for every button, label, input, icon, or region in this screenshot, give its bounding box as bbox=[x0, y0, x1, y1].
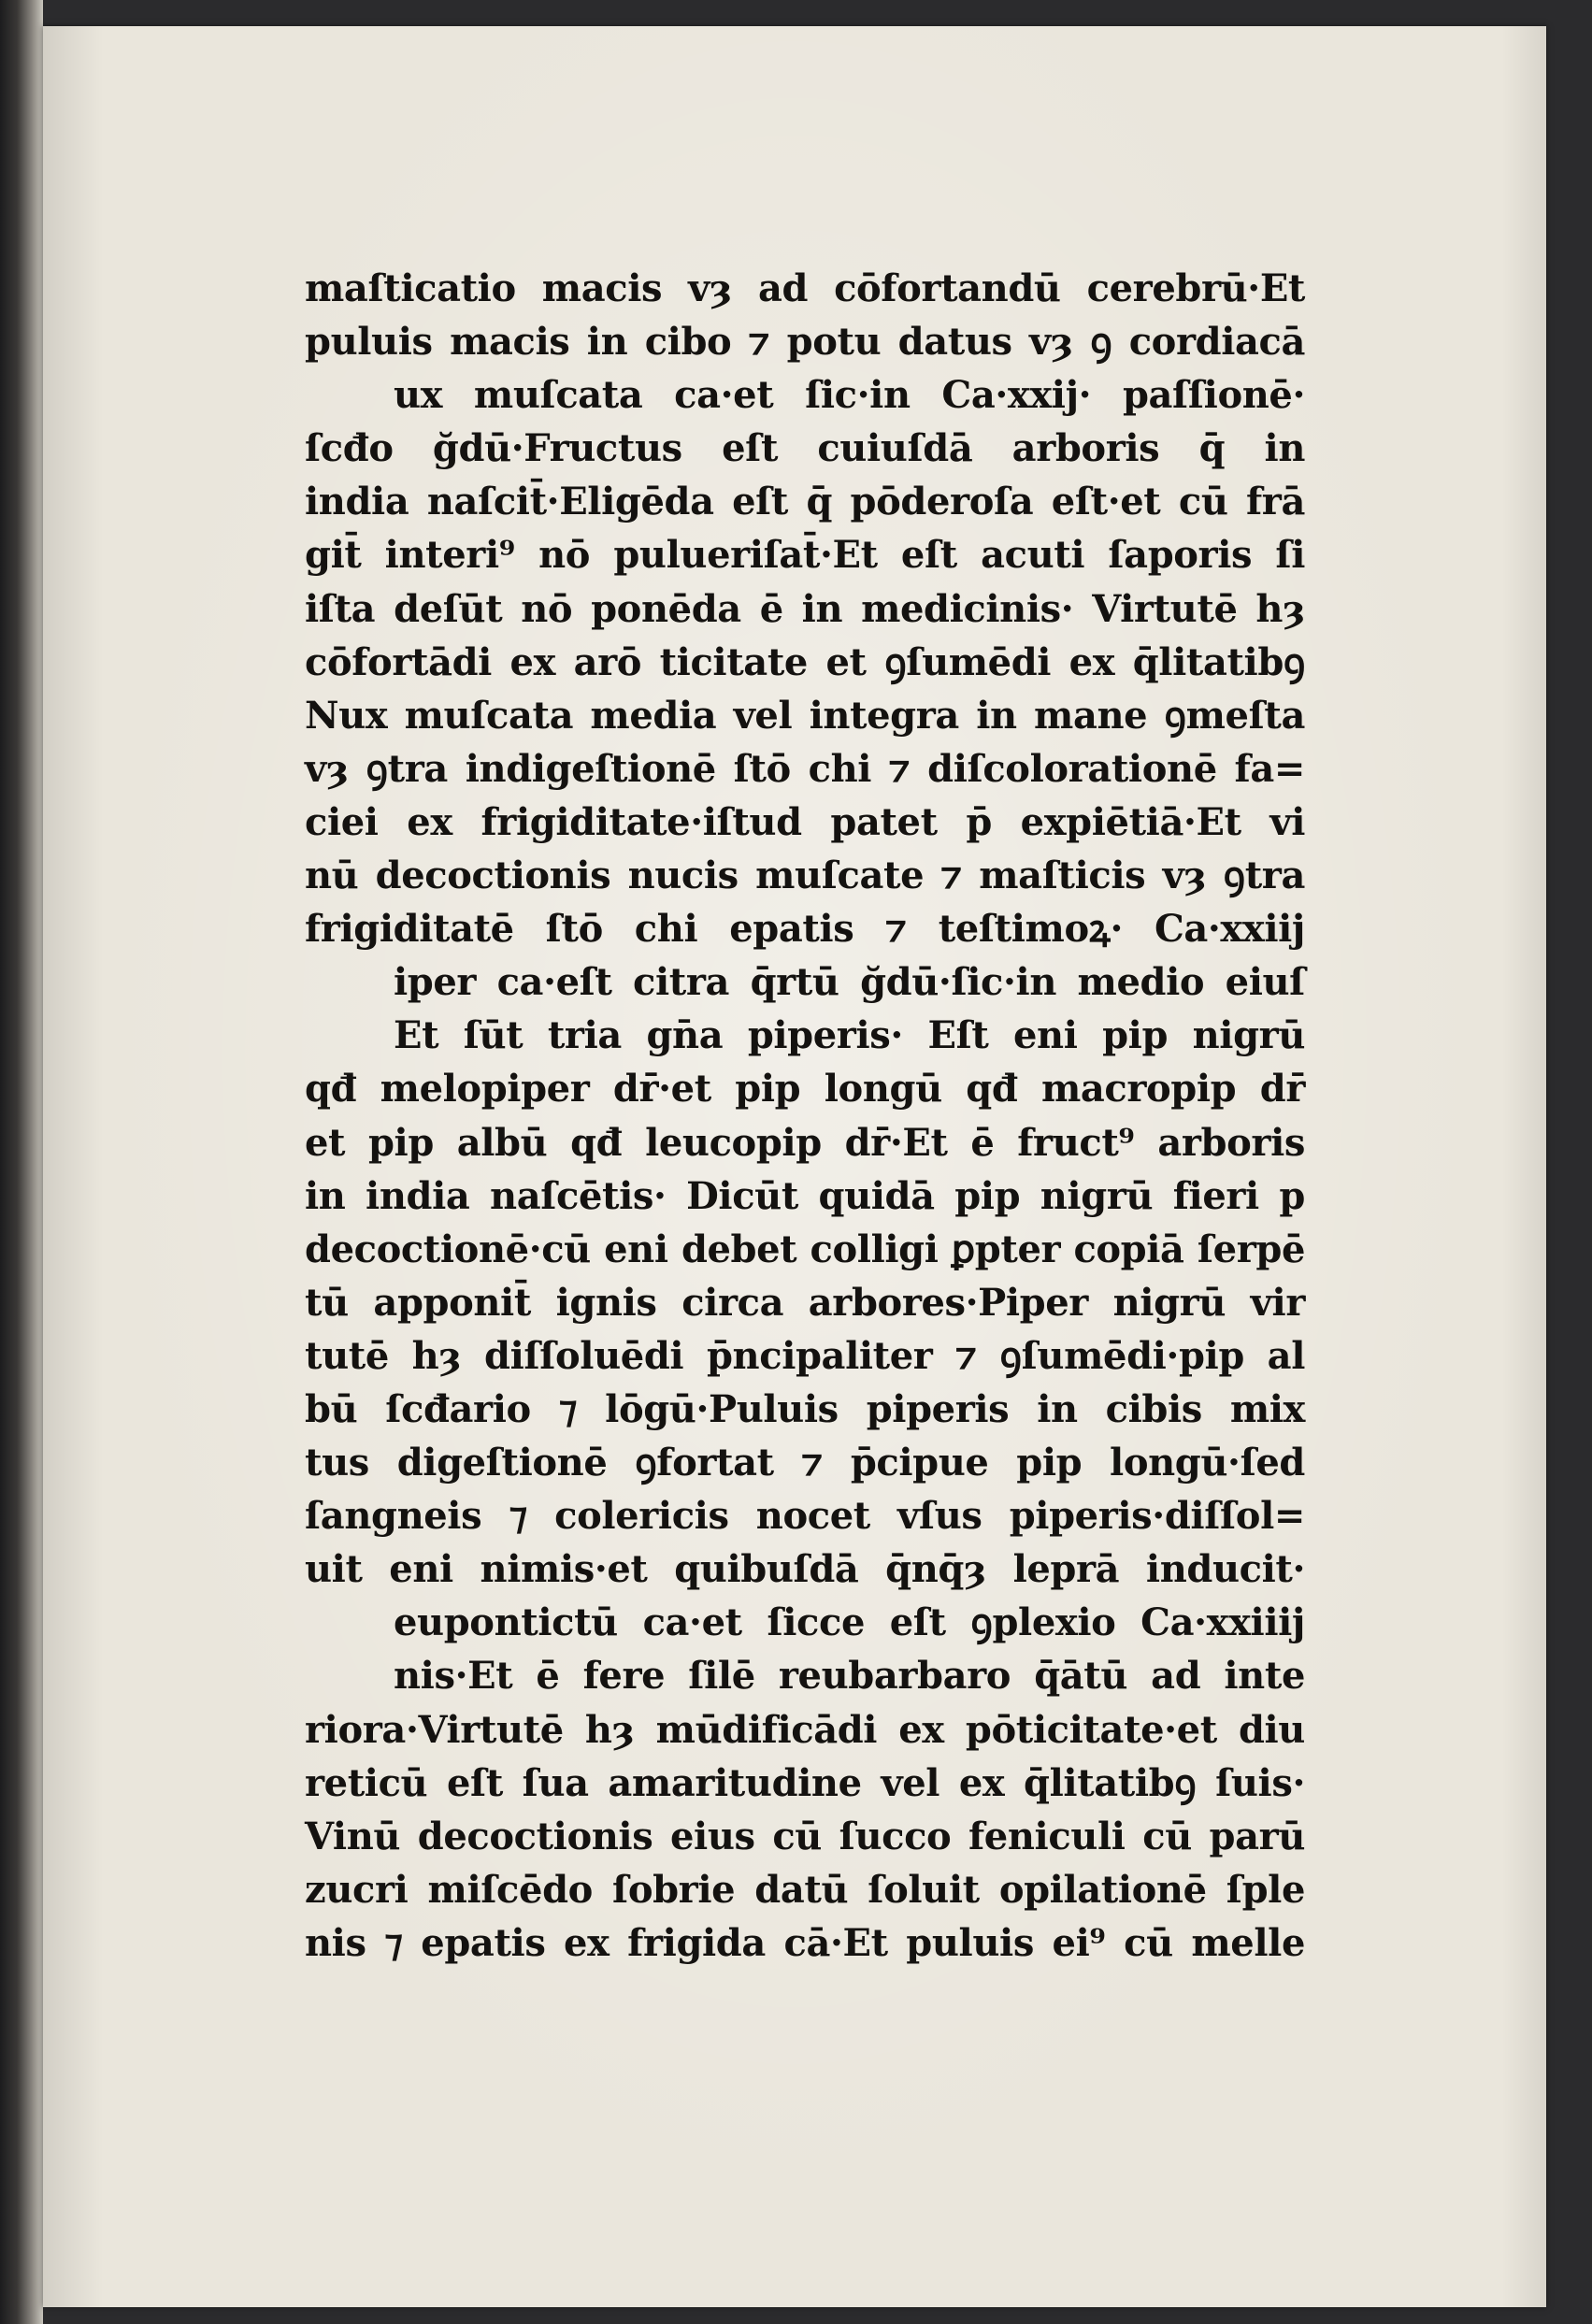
text-line: ſangneis ⁊ colericis nocet vſus piperis·diſſol= bbox=[305, 1494, 1305, 1539]
text-line: et pip albū qđ leucopip dr̄·Et ē fruct⁹ arboris bbox=[305, 1120, 1305, 1165]
text-line: tū apponit̄ ignis circa arbores·Piper nigrū vir bbox=[305, 1280, 1305, 1325]
text-line: tutē hȝ diſſoluēdi p̄ncipaliter ⁊ ꝯſumēdi·pip al bbox=[305, 1333, 1305, 1378]
text-line: riora·Virtutē hȝ mūdificādi ex pōticitate·et diu bbox=[305, 1707, 1305, 1752]
text-line: nū decoctionis nucis muſcate ⁊ maſticis vȝ ꝯtra bbox=[305, 854, 1305, 898]
text-line: frigiditatē ſtō chi epatis ⁊ teſtimoꝝ· Ca·xxiij bbox=[305, 907, 1305, 952]
text-block bbox=[305, 262, 1305, 1970]
text-line: iper ca·eſt citra q̄rtū ğdū·ſic·in medio eiuſ bbox=[394, 960, 1305, 1005]
text-line: tus digeſtionē ꝯfortat ⁊ p̄cipue pip longū·ſed bbox=[305, 1441, 1305, 1485]
text-line: bū ſcđario ⁊ lōgū·Puluis piperis in cibis mix bbox=[305, 1386, 1305, 1431]
text-line: qđ melopiper dr̄·et pip longū qđ macropip dr̄ bbox=[305, 1067, 1305, 1112]
text-line: ux muſcata ca·et ſic·in Ca·xxij· paſſionē· bbox=[394, 373, 1305, 418]
text-line: vȝ ꝯtra indigeſtionē ſtō chi ⁊ diſcolorationē fa= bbox=[305, 746, 1305, 791]
text-line: reticū eſt ſua amaritudine vel ex q̄litatibꝯ ſuis· bbox=[305, 1760, 1305, 1805]
text-line: iſta deſūt nō ponēda ē in medicinis· Virtutē hȝ bbox=[305, 586, 1305, 631]
text-line: cōfortādi ex arō ticitate et ꝯſumēdi ex q̄litatibꝯ bbox=[305, 639, 1305, 684]
text-line: Et ſūt tria gn̄a piperis· Eſt eni pip nigrū bbox=[394, 1013, 1305, 1058]
text-line: uit eni nimis·et quibuſdā q̄nq̄ȝ leprā inducit· bbox=[305, 1547, 1305, 1592]
text-line: Nux muſcata media vel integra in mane ꝯmeſta bbox=[305, 693, 1305, 738]
text-line: nis·Et ē fere ſilē reubarbaro q̄ātū ad inte bbox=[394, 1654, 1305, 1699]
text-line: ſcđo ğdū·Fructus eſt cuiuſdā arboris q̄ in bbox=[305, 426, 1305, 471]
book-page bbox=[43, 26, 1546, 2307]
text-line: Vinū decoctionis eius cū ſucco feniculi cū parū bbox=[305, 1814, 1305, 1858]
text-line: eupontictū ca·et ſicce eſt ꝯplexio Ca·xxiiij bbox=[394, 1600, 1305, 1645]
text-line: india naſcit̄·Eligēda eſt q̄ pōderoſa eſt·et cū frā bbox=[305, 480, 1305, 524]
book-spine-edge bbox=[0, 0, 43, 2324]
text-line: nis ⁊ epatis ex frigida cā·Et puluis ei⁹ cū melle bbox=[305, 1920, 1305, 1965]
text-line: zucri miſcēdo ſobrie datū ſoluit opilationē ſple bbox=[305, 1867, 1305, 1912]
text-line: puluis macis in cibo ⁊ potu datus vȝ ꝯ cordiacā bbox=[305, 320, 1305, 365]
text-line: maſticatio macis vȝ ad cōfortandū cerebrū·Et bbox=[305, 266, 1305, 310]
text-line: git̄ interi⁹ nō pulueriſat̄·Et eſt acuti ſaporis ſi bbox=[305, 533, 1305, 578]
text-line: in india naſcētis· Dicūt quidā pip nigrū fieri p bbox=[305, 1173, 1305, 1218]
text-line: ciei ex frigiditate·iſtud patet p̄ expiētiā·Et vi bbox=[305, 799, 1305, 844]
text-line: decoctionē·cū eni debet colligi ꝑpter copiā ſerpē bbox=[305, 1227, 1305, 1271]
